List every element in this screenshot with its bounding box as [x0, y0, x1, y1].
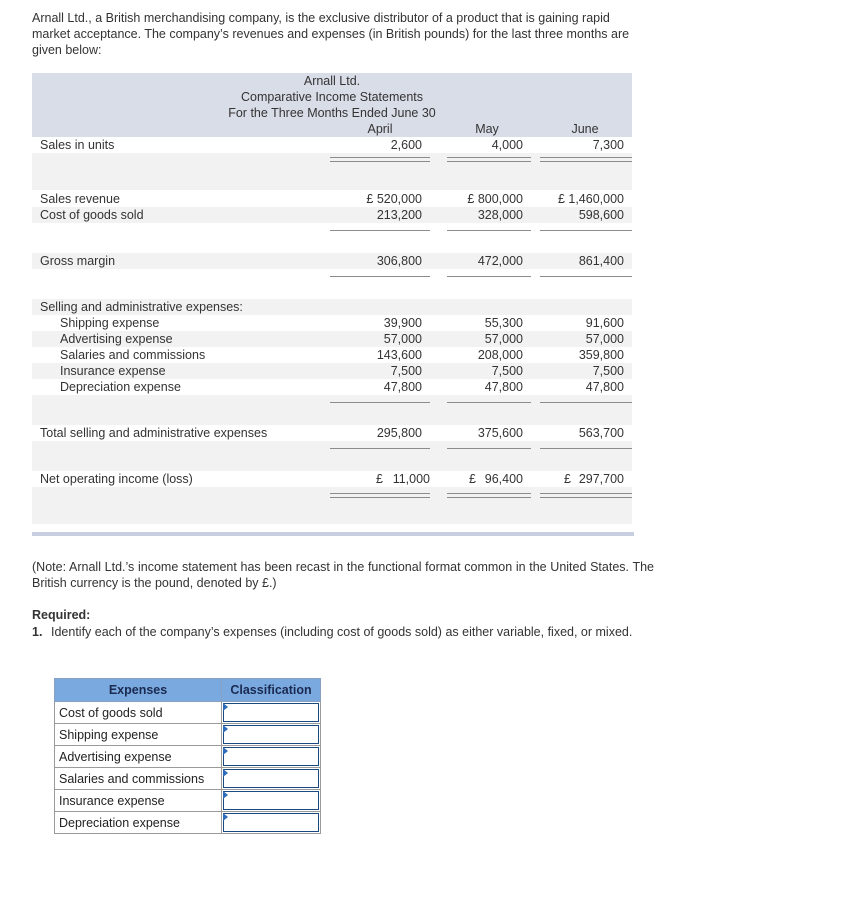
single-rule: [540, 448, 632, 449]
statement-bottom-border: [32, 532, 634, 536]
sales-revenue-value: £ 800,000: [467, 192, 523, 206]
expense-label: Advertising expense: [60, 332, 173, 346]
statement-period: For the Three Months Ended June 30: [228, 106, 436, 120]
double-rule: [330, 157, 430, 162]
expense-value: 7,500: [491, 364, 523, 378]
expense-value: 7,500: [390, 364, 422, 378]
classification-input[interactable]: [223, 791, 319, 810]
sales-revenue-value: £ 1,460,000: [557, 192, 624, 206]
expense-label: Depreciation expense: [60, 380, 181, 394]
table-row: [55, 768, 321, 790]
table-row: [55, 746, 321, 768]
dropdown-marker-icon: [223, 725, 228, 733]
dropdown-marker-icon: [223, 703, 228, 711]
required-title: Required:: [32, 608, 91, 622]
single-rule: [540, 230, 632, 231]
sales-revenue-label: Sales revenue: [40, 192, 120, 206]
classification-header: Classification: [222, 679, 321, 702]
required-text: Identify each of the company’s expenses (including cost of goods sold) as either variable, fixed, or mixed.: [51, 625, 633, 639]
table-row: [55, 812, 321, 834]
currency-symbol: £: [564, 472, 571, 486]
table-row: [55, 724, 321, 746]
sales-units-label: Sales in units: [40, 138, 115, 152]
single-rule: [447, 276, 531, 277]
double-rule: [540, 493, 632, 498]
month-header-may: May: [475, 122, 499, 136]
expense-value: 39,900: [383, 316, 422, 330]
dropdown-marker-icon: [223, 813, 228, 821]
row-band: [32, 395, 632, 425]
sales-units-value: 7,300: [592, 138, 624, 152]
sales-revenue-value: £ 520,000: [366, 192, 422, 206]
single-rule: [540, 402, 632, 403]
table-row: [55, 790, 321, 812]
expense-value: 208,000: [477, 348, 523, 362]
sales-units-value: 2,600: [390, 138, 422, 152]
classification-input[interactable]: [223, 725, 319, 744]
classification-input[interactable]: [223, 747, 319, 766]
row-band: [32, 441, 632, 471]
single-rule: [447, 448, 531, 449]
expense-value: 7,500: [592, 364, 624, 378]
dropdown-marker-icon: [223, 747, 228, 755]
expense-name: Shipping expense: [55, 724, 222, 746]
dropdown-marker-icon: [223, 791, 228, 799]
cogs-value: 598,600: [578, 208, 624, 222]
expense-value: 47,800: [484, 380, 523, 394]
gross-margin-label: Gross margin: [40, 254, 116, 268]
currency-symbol: £: [376, 472, 383, 486]
sales-units-value: 4,000: [491, 138, 523, 152]
net-income-value: 96,400: [484, 472, 523, 486]
gross-margin-value: 306,800: [376, 254, 422, 268]
classification-input[interactable]: [223, 769, 319, 788]
expense-value: 57,000: [484, 332, 523, 346]
single-rule: [330, 448, 430, 449]
single-rule: [330, 276, 430, 277]
gross-margin-value: 861,400: [578, 254, 624, 268]
sga-heading: Selling and administrative expenses:: [40, 300, 243, 314]
expense-value: 47,800: [383, 380, 422, 394]
statement-title: Comparative Income Statements: [240, 90, 424, 104]
single-rule: [330, 402, 430, 403]
expense-name: Advertising expense: [55, 746, 222, 768]
income-statement: [32, 73, 632, 535]
expense-value: 359,800: [578, 348, 624, 362]
classification-table: [54, 678, 321, 834]
classification-input[interactable]: [223, 813, 319, 832]
expense-name: Salaries and commissions: [55, 768, 222, 790]
net-income-value: 11,000: [392, 472, 430, 486]
double-rule: [330, 493, 430, 498]
expense-label: Shipping expense: [60, 316, 160, 330]
expense-value: 55,300: [484, 316, 523, 330]
classification-select[interactable]: [222, 812, 321, 834]
note-paragraph: (Note: Arnall Ltd.’s income statement has been recast in the functional format common in the United States. The British currency is the pound, denoted by £.): [32, 560, 654, 590]
double-rule: [540, 157, 632, 162]
single-rule: [330, 230, 430, 231]
gross-margin-value: 472,000: [477, 254, 523, 268]
cogs-label: Cost of goods sold: [40, 208, 144, 222]
total-sga-value: 295,800: [376, 426, 422, 440]
expense-value: 47,800: [585, 380, 624, 394]
expense-name: Cost of goods sold: [55, 702, 222, 724]
expense-value: 57,000: [383, 332, 422, 346]
classification-select[interactable]: [222, 768, 321, 790]
net-income-value: 297,700: [578, 472, 624, 486]
total-sga-label: Total selling and administrative expenses: [40, 426, 268, 440]
single-rule: [540, 276, 632, 277]
expense-value: 143,600: [376, 348, 422, 362]
classification-input[interactable]: [223, 703, 319, 722]
required-number: 1.: [32, 625, 43, 639]
expenses-header: Expenses: [55, 679, 222, 702]
company-name: Arnall Ltd.: [303, 74, 361, 88]
expense-name: Insurance expense: [55, 790, 222, 812]
classification-select[interactable]: [222, 724, 321, 746]
cogs-value: 213,200: [376, 208, 422, 222]
total-sga-value: 375,600: [477, 426, 523, 440]
classification-select[interactable]: [222, 746, 321, 768]
expense-label: Salaries and commissions: [60, 348, 206, 362]
dropdown-marker-icon: [223, 769, 228, 777]
expense-value: 57,000: [585, 332, 624, 346]
cogs-value: 328,000: [477, 208, 523, 222]
intro-paragraph: Arnall Ltd., a British merchandising company, is the exclusive distributor of a product that is gaining rapid market acceptance. The company’s revenues and expenses (in British pounds) for the last three months are given below:: [32, 11, 630, 57]
classification-select[interactable]: [222, 790, 321, 812]
expense-label: Insurance expense: [60, 364, 166, 378]
month-header-june: June: [571, 122, 599, 136]
classification-select[interactable]: [222, 702, 321, 724]
expense-name: Depreciation expense: [55, 812, 222, 834]
single-rule: [447, 402, 531, 403]
month-header-april: April: [367, 122, 393, 136]
single-rule: [447, 230, 531, 231]
table-row: [55, 702, 321, 724]
expense-value: 91,600: [585, 316, 624, 330]
net-income-label: Net operating income (loss): [40, 472, 193, 486]
currency-symbol: £: [469, 472, 476, 486]
double-rule: [447, 493, 531, 498]
double-rule: [447, 157, 531, 162]
total-sga-value: 563,700: [578, 426, 624, 440]
